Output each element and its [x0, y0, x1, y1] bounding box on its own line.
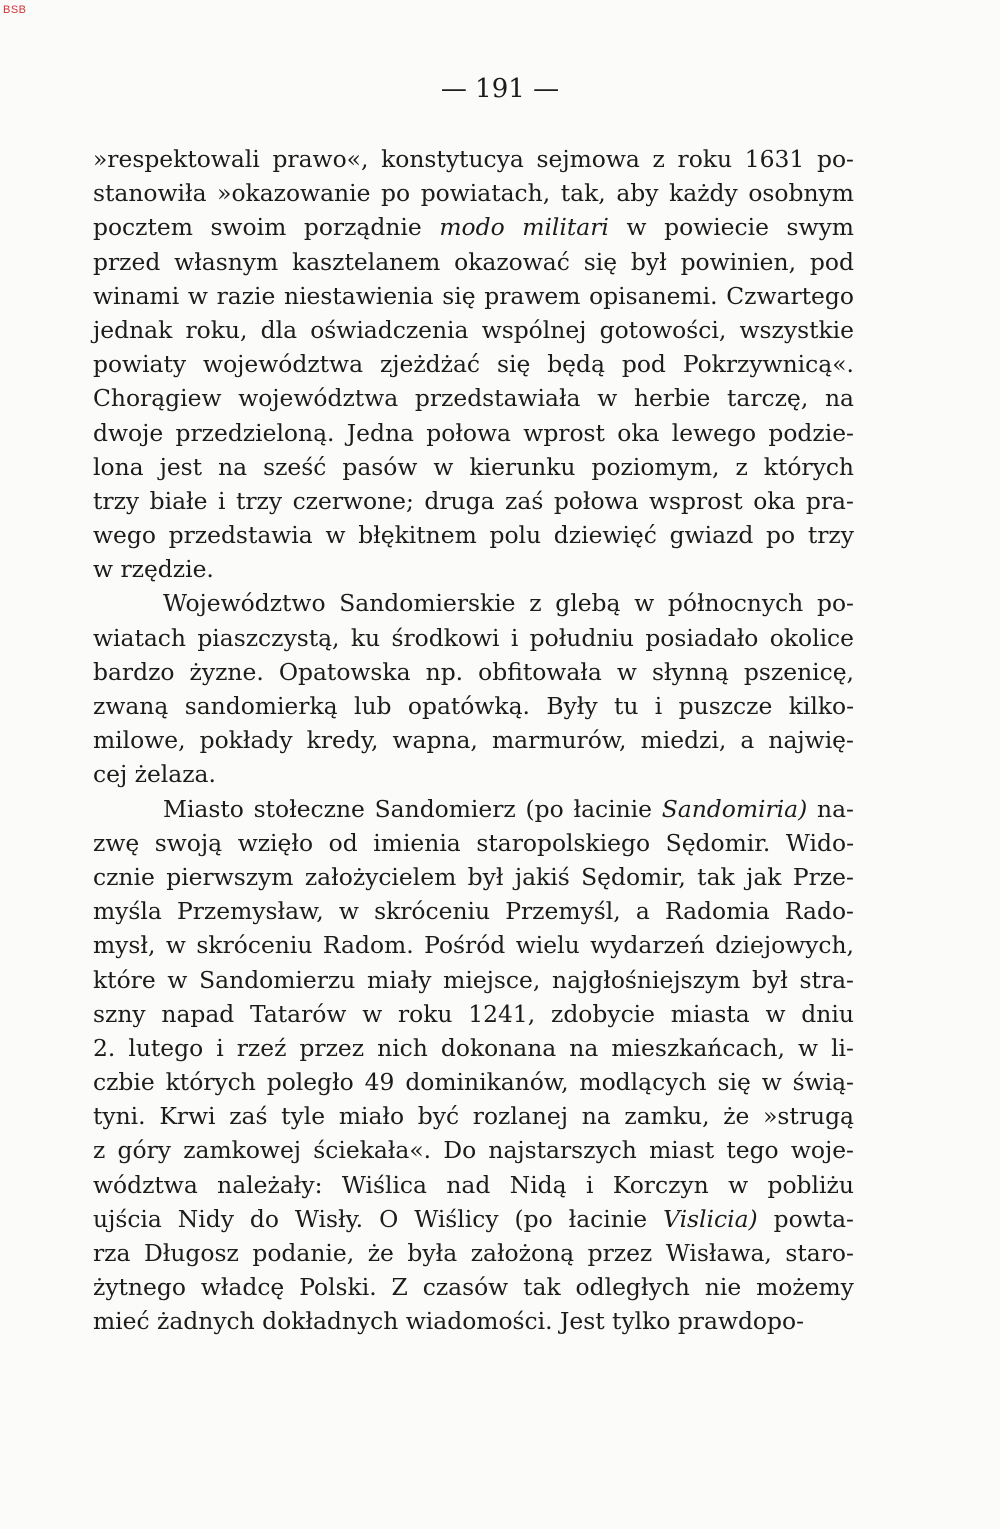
body-text	[93, 142, 854, 1339]
text-line: Miasto stołeczne Sandomierz (po łacinie Sandomiria) na-	[163, 794, 854, 823]
library-watermark: BSB	[3, 4, 27, 16]
text-line: czbie których poległo 49 dominikanów, modlących się w świą-	[93, 1068, 854, 1097]
text-line: ujścia Nidy do Wisły. O Wiślicy (po łacinie Vislicia) powta-	[93, 1204, 854, 1233]
text-line: lona jest na sześć pasów w kierunku poziomym, z których	[93, 452, 854, 481]
text-line: Województwo Sandomierskie z glebą w północnych po-	[163, 589, 854, 618]
paragraph	[93, 792, 854, 1339]
text-line: cej żelaza.	[93, 760, 216, 789]
text-line: wiatach piaszczystą, ku środkowi i południu posiadało okolice	[93, 623, 854, 652]
text-line: winami w razie niestawienia się prawem opisanemi. Czwartego	[93, 281, 854, 310]
paragraph	[93, 142, 854, 586]
text-line: tyni. Krwi zaś tyle miało być rozlanej na zamku, że »strugą	[93, 1102, 854, 1131]
text-line: milowe, pokłady kredy, wapna, marmurów, miedzi, a najwię-	[93, 726, 854, 755]
text-line: jednak roku, dla oświadczenia wspólnej gotowości, wszystkie	[93, 315, 854, 344]
text-line: cznie pierwszym założycielem był jakiś Sędomir, tak jak Prze-	[93, 862, 854, 891]
text-line: pocztem swoim porządnie modo militari w powiecie swym	[93, 213, 854, 242]
paragraph	[93, 586, 854, 791]
text-line: mysł, w skróceniu Radom. Pośród wielu wydarzeń dziejowych,	[93, 931, 854, 960]
text-line: żytnego władcę Polski. Z czasów tak odległych nie możemy	[93, 1273, 854, 1302]
text-line: myśla Przemysław, w skróceniu Przemyśl, a Radomia Rado-	[93, 897, 854, 926]
text-line: trzy białe i trzy czerwone; druga zaś połowa wsprost oka pra-	[93, 486, 854, 515]
text-line: »respektowali prawo«, konstytucya sejmowa z roku 1631 po-	[93, 145, 854, 173]
text-line: wego przedstawia w błękitnem polu dziewięć gwiazd po trzy	[93, 521, 854, 550]
text-line: zwę swoją wzięło od imienia staropolskiego Sędomir. Wido-	[93, 828, 854, 857]
text-line: rza Długosz podanie, że była założoną przez Wisława, staro-	[93, 1239, 854, 1267]
text-line: przed własnym kasztelanem okazować się był powinien, pod	[93, 247, 854, 276]
text-line: wództwa należały: Wiślica nad Nidą i Korczyn w pobliżu	[93, 1170, 854, 1199]
text-line: 2. lutego i rzeź przez nich dokonana na mieszkańcach, w li-	[93, 1033, 854, 1062]
text-line: szny napad Tatarów w roku 1241, zdobycie miasta w dniu	[93, 999, 854, 1028]
text-line: mieć żadnych dokładnych wiadomości. Jest tylko prawdopo-	[93, 1307, 804, 1336]
text-line: które w Sandomierzu miały miejsce, najgłośniejszym był stra-	[93, 965, 854, 994]
page-number: — 191 —	[440, 74, 560, 104]
text-line: dwoje przedzieloną. Jedna połowa wprost oka lewego podzie-	[93, 418, 854, 447]
text-line: stanowiła »okazowanie po powiatach, tak, aby każdy osobnym	[93, 179, 854, 208]
text-line: powiaty województwa zjeżdżać się będą pod Pokrzywnicą«.	[93, 350, 854, 379]
text-line: w rzędzie.	[93, 555, 214, 584]
text-line: zwaną sandomierką lub opatówką. Były tu i puszcze kilko-	[93, 692, 854, 720]
text-line: Chorągiew województwa przedstawiała w herbie tarczę, na	[93, 384, 854, 413]
text-line: z góry zamkowej ściekała«. Do najstarszych miast tego woje-	[93, 1136, 854, 1165]
text-line: bardzo żyzne. Opatowska np. obfitowała w słynną pszenicę,	[93, 657, 854, 686]
